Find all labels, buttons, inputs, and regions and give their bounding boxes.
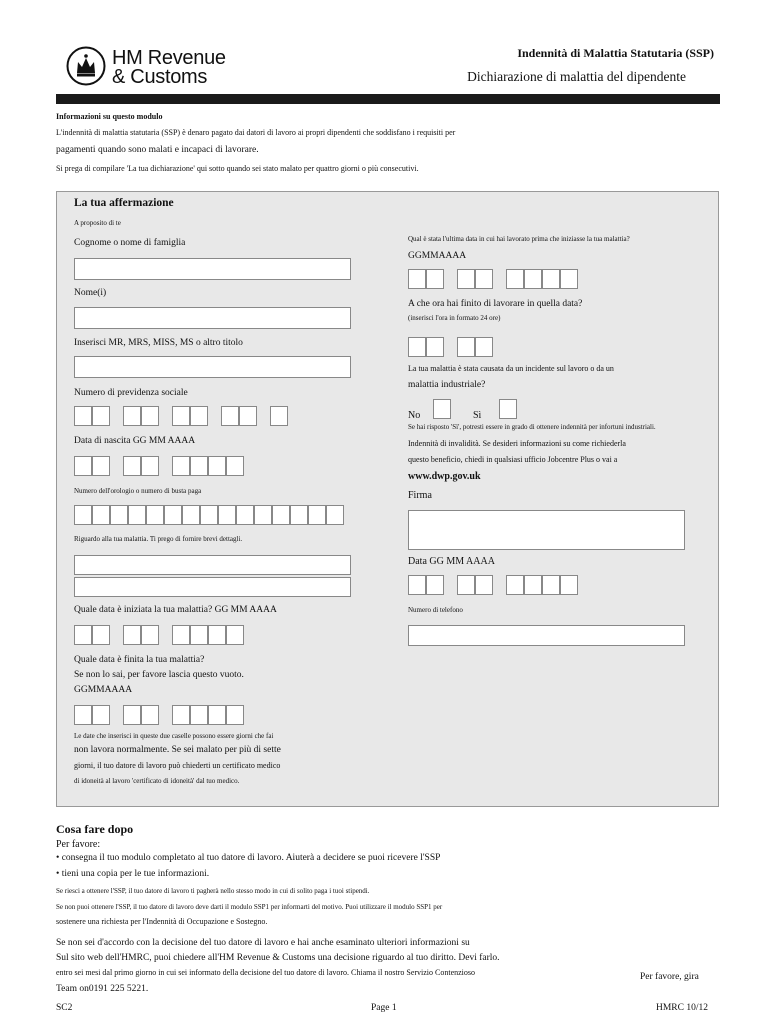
yes-label: Sì [473, 410, 482, 421]
about-you-label: A proposito di te [74, 219, 121, 227]
start-month-box[interactable] [141, 625, 159, 645]
illness-end-hint: Se non lo sai, per favore lascia questo vuoto. [74, 670, 244, 680]
ni-number-boxes [74, 406, 294, 428]
next-para-3d: Team on0191 225 5221. [56, 984, 149, 994]
ni-box[interactable] [270, 406, 288, 426]
clock-number-label: Numero dell'orologio o numero di busta paga [74, 487, 202, 495]
yes-checkbox[interactable] [499, 399, 517, 419]
info-line-3: Si prega di compilare 'La tua dichiarazione' qui sotto quando sei stato malato per quattro giorni o più consecutivi. [56, 164, 419, 173]
illness-details-line-2[interactable] [74, 577, 351, 597]
next-para-3b: Sul sito web dell'HMRC, puoi chiedere all'HM Revenue & Customs una decisione riguardo al tuo diritto. Devi farlo. [56, 953, 500, 963]
please-turn-over: Per favore, gira [640, 972, 699, 982]
minute-box[interactable] [475, 337, 493, 357]
clock-number-boxes [74, 505, 354, 527]
hour-box[interactable] [426, 337, 444, 357]
title-label: Inserisci MR, MRS, MISS, MS o altro titolo [74, 338, 243, 348]
ni-box[interactable] [141, 406, 159, 426]
forename-label: Nome(i) [74, 288, 107, 298]
signature-input[interactable] [408, 510, 685, 550]
end-year-box[interactable] [190, 705, 208, 725]
last-worked-day-box[interactable] [408, 269, 426, 289]
signature-date-label: Data GG MM AAAA [408, 556, 495, 567]
dob-year-box[interactable] [190, 456, 208, 476]
title-input[interactable] [74, 356, 351, 378]
no-checkbox[interactable] [433, 399, 451, 419]
start-year-box[interactable] [208, 625, 226, 645]
dob-year-box[interactable] [226, 456, 244, 476]
start-year-box[interactable] [172, 625, 190, 645]
phone-input[interactable] [408, 625, 685, 646]
clock-box[interactable] [110, 505, 128, 525]
dob-year-box[interactable] [172, 456, 190, 476]
next-para-3a: Se non sei d'accordo con la decisione del tuo datore di lavoro e hai anche esaminato ulteriori informazioni su [56, 938, 470, 948]
clock-box[interactable] [200, 505, 218, 525]
dates-note-4: di idoneità al lavoro 'certificato di idoneità' dal tuo medico. [74, 777, 240, 785]
clock-box[interactable] [218, 505, 236, 525]
info-line-2: pagamenti quando sono malati e incapaci di lavorare. [56, 145, 259, 155]
ni-box[interactable] [190, 406, 208, 426]
header-divider [56, 94, 720, 104]
form-subtitle: Dichiarazione di malattia del dipendente [467, 69, 686, 84]
last-worked-month-box[interactable] [457, 269, 475, 289]
start-day-box[interactable] [92, 625, 110, 645]
illness-details-line-1[interactable] [74, 555, 351, 575]
forename-input[interactable] [74, 307, 351, 329]
dates-note-2: non lavora normalmente. Se sei malato per più di sette [74, 745, 281, 755]
dob-label: Data di nascita GG MM AAAA [74, 436, 196, 446]
last-worked-format: GGMMAAAA [408, 251, 467, 261]
crown-crest-icon [66, 46, 106, 86]
clock-box[interactable] [92, 505, 110, 525]
sig-year-box[interactable] [506, 575, 524, 595]
clock-box[interactable] [146, 505, 164, 525]
next-please: Per favore: [56, 839, 101, 850]
finish-time-label: A che ora hai finito di lavorare in quella data? [408, 299, 583, 309]
hmrc-logo [66, 46, 236, 88]
start-year-box[interactable] [190, 625, 208, 645]
surname-input[interactable] [74, 258, 351, 280]
dwp-link[interactable]: www.dwp.gov.uk [408, 471, 481, 482]
ni-label: Numero di previdenza sociale [74, 388, 188, 398]
dates-note-1: Le date che inserisci in queste due caselle possono essere giorni che fai [74, 732, 274, 740]
next-bullet-2: • tieni una copia per le tue informazioni. [56, 869, 210, 879]
yes-note: Se hai risposto 'Sì', potresti essere in grado di ottenere indennità per infortuni industriali. [408, 423, 656, 431]
accident-question-line-2: malattia industriale? [408, 380, 486, 390]
dob-month-box[interactable] [141, 456, 159, 476]
illness-end-format: GGMMAAAA [74, 685, 133, 695]
sig-year-box[interactable] [524, 575, 542, 595]
brand-line-1: HM Revenue [112, 47, 226, 69]
signature-date-boxes [408, 575, 588, 597]
start-year-box[interactable] [226, 625, 244, 645]
statement-heading: La tua affermazione [74, 197, 174, 209]
sig-month-box[interactable] [475, 575, 493, 595]
ni-box[interactable] [123, 406, 141, 426]
next-para-2a: Se non puoi ottenere l'SSP, il tuo datore di lavoro deve darti il modulo SSP1 per informarti del motivo. Puoi utilizzare il modulo SSP1 per [56, 903, 443, 911]
form-title: Indennità di Malattia Statutaria (SSP) [517, 46, 714, 60]
illness-start-boxes [74, 625, 254, 647]
dob-boxes [74, 456, 254, 478]
last-worked-year-box[interactable] [506, 269, 524, 289]
illness-end-boxes [74, 705, 254, 727]
dates-note-3: giorni, il tuo datore di lavoro può chiederti un certificato medico [74, 761, 281, 770]
finish-time-boxes [408, 337, 498, 359]
info-heading: Informazioni su questo modulo [56, 112, 163, 121]
sig-day-box[interactable] [408, 575, 426, 595]
next-heading: Cosa fare dopo [56, 822, 134, 836]
no-label: No [408, 410, 421, 421]
last-worked-year-box[interactable] [542, 269, 560, 289]
clock-box[interactable] [236, 505, 254, 525]
illness-start-label: Quale data è iniziata la tua malattia? GG MM AAAA [74, 605, 277, 615]
brand-line-2: & Customs [112, 66, 208, 88]
last-worked-label: Qual è stata l'ultima data in cui hai lavorato prima che iniziasse la tua malattia? [408, 235, 630, 243]
next-para-2b: sostenere una richiesta per l'Indennità di Occupazione e Sostegno. [56, 917, 268, 926]
last-worked-day-box[interactable] [426, 269, 444, 289]
end-year-box[interactable] [172, 705, 190, 725]
last-worked-month-box[interactable] [475, 269, 493, 289]
footer-page-number: Page 1 [371, 1003, 397, 1013]
end-day-box[interactable] [92, 705, 110, 725]
ni-box[interactable] [74, 406, 92, 426]
clock-box[interactable] [308, 505, 326, 525]
clock-box[interactable] [128, 505, 146, 525]
clock-box[interactable] [182, 505, 200, 525]
finish-time-hint: (inserisci l'ora in formato 24 ore) [408, 314, 501, 322]
ni-box[interactable] [239, 406, 257, 426]
benefit-line-1: Indennità di invalidità. Se desideri informazioni su come richiederla [408, 439, 626, 448]
start-day-box[interactable] [74, 625, 92, 645]
clock-box[interactable] [74, 505, 92, 525]
signature-label: Firma [408, 490, 432, 501]
next-para-3c: entro sei mesi dal primo giorno in cui sei informato della decisione del tuo datore di lavoro. Chiama il nostro Servizio Contenzioso [56, 968, 476, 977]
sig-day-box[interactable] [426, 575, 444, 595]
phone-label: Numero di telefono [408, 606, 463, 614]
start-month-box[interactable] [123, 625, 141, 645]
dob-day-box[interactable] [74, 456, 92, 476]
clock-box[interactable] [254, 505, 272, 525]
footer-form-code: SC2 [56, 1003, 73, 1013]
next-bullet-1: • consegna il tuo modulo completato al tuo datore di lavoro. Aiuterà a decidere se puoi ricevere l'SSP [56, 853, 441, 863]
end-year-box[interactable] [208, 705, 226, 725]
accident-question-line-1: La tua malattia è stata causata da un incidente sul lavoro o da un [408, 364, 614, 373]
last-worked-year-box[interactable] [560, 269, 578, 289]
end-month-box[interactable] [141, 705, 159, 725]
benefit-line-2: questo beneficio, chiedi in qualsiasi ufficio Jobcentre Plus o vai a [408, 455, 618, 464]
hour-box[interactable] [408, 337, 426, 357]
end-day-box[interactable] [74, 705, 92, 725]
dob-day-box[interactable] [92, 456, 110, 476]
illness-end-label: Quale data è finita la tua malattia? [74, 655, 205, 665]
clock-box[interactable] [272, 505, 290, 525]
footer-reference: HMRC 10/12 [656, 1003, 708, 1013]
sig-month-box[interactable] [457, 575, 475, 595]
end-year-box[interactable] [226, 705, 244, 725]
end-month-box[interactable] [123, 705, 141, 725]
last-worked-year-box[interactable] [524, 269, 542, 289]
illness-details-label: Riguardo alla tua malattia. Ti prego di fornire brevi dettagli. [74, 535, 243, 543]
ni-box[interactable] [92, 406, 110, 426]
surname-label: Cognome o nome di famiglia [74, 238, 186, 248]
ni-box[interactable] [172, 406, 190, 426]
last-worked-boxes [408, 269, 588, 291]
clock-box[interactable] [326, 505, 344, 525]
minute-box[interactable] [457, 337, 475, 357]
dob-year-box[interactable] [208, 456, 226, 476]
next-para-1: Se riesci a ottenere l'SSP, il tuo datore di lavoro ti pagherà nello stesso modo in cui di solito paga i tuoi stipendi. [56, 887, 370, 895]
info-line-1: L'indennità di malattia statutaria (SSP) è denaro pagato dai datori di lavoro ai propri dipendenti che soddisfano i requisiti per [56, 128, 456, 137]
clock-box[interactable] [290, 505, 308, 525]
dob-month-box[interactable] [123, 456, 141, 476]
ni-box[interactable] [221, 406, 239, 426]
sig-year-box[interactable] [542, 575, 560, 595]
clock-box[interactable] [164, 505, 182, 525]
sig-year-box[interactable] [560, 575, 578, 595]
